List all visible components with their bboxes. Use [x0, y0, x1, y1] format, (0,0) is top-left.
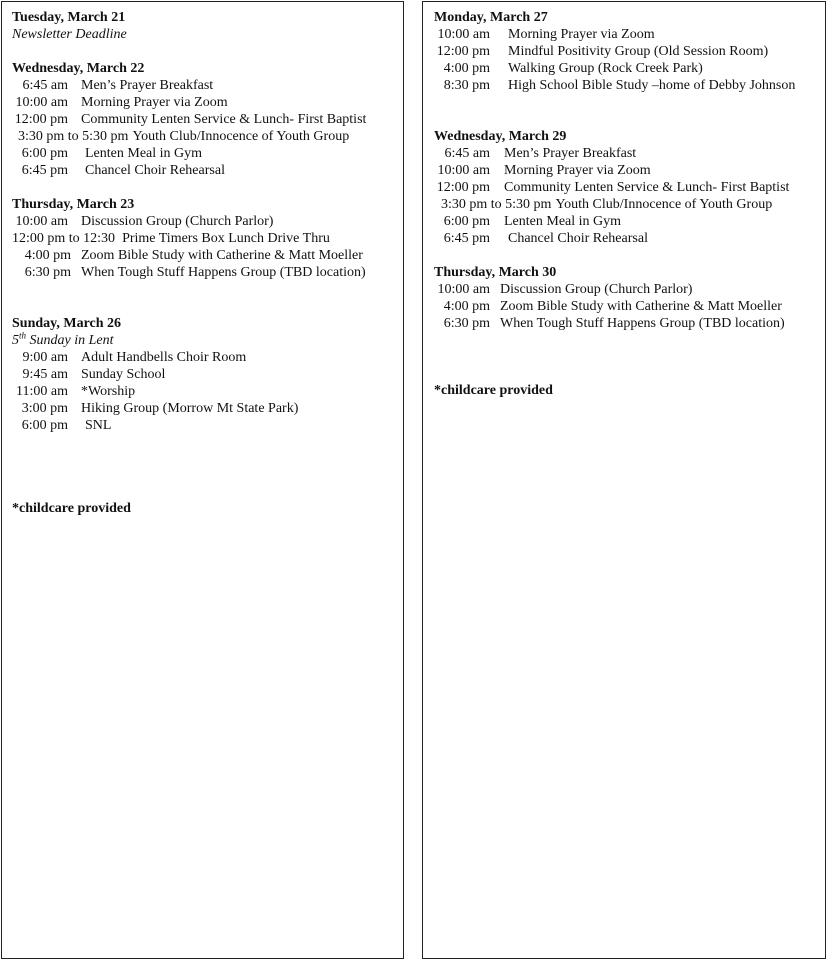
event-description: Morning Prayer via Zoom [508, 27, 655, 42]
event-description: When Tough Stuff Happens Group (TBD location) [500, 316, 785, 331]
event-row [12, 264, 403, 281]
event-time: 11:00 am [16, 384, 68, 399]
event-description: Walking Group (Rock Creek Park) [508, 61, 703, 76]
event-row [434, 43, 825, 60]
event-description: Chancel Choir Rehearsal [85, 163, 225, 178]
event-row [12, 213, 403, 230]
event-description: Morning Prayer via Zoom [504, 163, 651, 178]
event-row [434, 179, 825, 196]
event-time: 3:30 pm to 5:30 pm [18, 129, 129, 144]
event-description: Zoom Bible Study with Catherine & Matt Moeller [500, 299, 782, 314]
event-time: 4:00 pm [443, 299, 490, 314]
event-row [434, 145, 825, 162]
event-row [434, 315, 825, 332]
event-row [12, 383, 403, 400]
event-description: Mindful Positivity Group (Old Session Room) [508, 44, 769, 59]
event-time: 6:30 pm [24, 265, 71, 280]
event-description: Hiking Group (Morrow Mt State Park) [81, 401, 299, 416]
event-row [12, 145, 403, 162]
event-time: 12:00 pm [436, 180, 490, 195]
day-block-monday-march-27 [434, 9, 825, 94]
event-row [12, 77, 403, 94]
childcare-footnote: *childcare provided [12, 501, 131, 516]
event-time: 6:45 am [22, 78, 68, 93]
event-row [434, 298, 825, 315]
event-description: Morning Prayer via Zoom [81, 95, 228, 110]
day-note-ordinal: th [19, 330, 27, 341]
event-time: 4:00 pm [24, 248, 71, 263]
event-row [434, 77, 825, 94]
event-description: High School Bible Study –home of Debby Johnson [508, 78, 796, 93]
event-description: Youth Club/Innocence of Youth Group [132, 129, 350, 144]
childcare-footnote: *childcare provided [434, 383, 553, 398]
right-calendar-column [422, 1, 826, 959]
event-time: 6:45 pm [443, 231, 490, 246]
event-time: 9:45 am [22, 367, 68, 382]
event-time: 6:45 am [444, 146, 490, 161]
day-block-wednesday-march-29 [434, 128, 825, 247]
event-description: Community Lenten Service & Lunch- First Baptist [504, 180, 790, 195]
day-title: Thursday, March 30 [434, 265, 557, 280]
day-note-text: Sunday in Lent [26, 333, 114, 348]
event-row [434, 213, 825, 230]
event-description: Community Lenten Service & Lunch- First Baptist [81, 112, 367, 127]
event-description: Youth Club/Innocence of Youth Group [555, 197, 773, 212]
event-description: *Worship [81, 384, 136, 399]
event-time: 4:00 pm [443, 61, 490, 76]
event-row [12, 111, 403, 128]
event-row [12, 349, 403, 366]
event-time: 6:00 pm [21, 418, 68, 433]
event-time: 10:00 am [15, 95, 68, 110]
event-time: 6:00 pm [21, 146, 68, 161]
event-time: 6:45 pm [21, 163, 68, 178]
event-row [12, 400, 403, 417]
event-description: Men’s Prayer Breakfast [504, 146, 637, 161]
event-row [434, 281, 825, 298]
event-description: Prime Timers Box Lunch Drive Thru [122, 231, 330, 246]
event-row [12, 162, 403, 179]
event-row [434, 230, 825, 247]
day-note: Newsletter Deadline [12, 27, 127, 42]
event-time: 10:00 am [15, 214, 68, 229]
day-note [12, 332, 403, 349]
event-time: 10:00 am [437, 27, 490, 42]
event-time: 8:30 pm [443, 78, 490, 93]
event-description: Zoom Bible Study with Catherine & Matt Moeller [81, 248, 363, 263]
event-row [434, 26, 825, 43]
day-title: Tuesday, March 21 [12, 10, 126, 25]
event-description: Adult Handbells Choir Room [81, 350, 247, 365]
event-description: Discussion Group (Church Parlor) [500, 282, 693, 297]
event-time: 10:00 am [437, 163, 490, 178]
event-description: Chancel Choir Rehearsal [508, 231, 648, 246]
event-row [434, 60, 825, 77]
event-row [12, 366, 403, 383]
event-time: 10:00 am [437, 282, 490, 297]
day-block-wednesday-march-22 [12, 60, 403, 179]
event-row [12, 247, 403, 264]
event-time: 12:00 pm [14, 112, 68, 127]
event-time: 6:00 pm [443, 214, 490, 229]
event-row [12, 128, 403, 145]
event-row [12, 230, 403, 247]
event-description: When Tough Stuff Happens Group (TBD location) [81, 265, 366, 280]
day-note-number: 5 [12, 333, 19, 348]
day-block-tuesday-march-21 [12, 9, 403, 43]
day-title: Sunday, March 26 [12, 316, 122, 331]
event-description: Sunday School [81, 367, 166, 382]
event-description: SNL [85, 418, 112, 433]
event-time: 3:30 pm to 5:30 pm [441, 197, 552, 212]
event-row [434, 162, 825, 179]
day-title: Thursday, March 23 [12, 197, 135, 212]
event-description: Lenten Meal in Gym [85, 146, 203, 161]
day-title: Monday, March 27 [434, 10, 548, 25]
event-row [434, 196, 825, 213]
event-time: 9:00 am [22, 350, 68, 365]
event-row [12, 417, 403, 434]
event-description: Discussion Group (Church Parlor) [81, 214, 274, 229]
day-title: Wednesday, March 22 [12, 61, 145, 76]
event-time: 12:00 pm [436, 44, 490, 59]
day-title: Wednesday, March 29 [434, 129, 567, 144]
day-block-sunday-march-26 [12, 315, 403, 434]
event-time: 3:00 pm [21, 401, 68, 416]
day-block-thursday-march-23 [12, 196, 403, 281]
day-block-thursday-march-30 [434, 264, 825, 332]
event-description: Lenten Meal in Gym [504, 214, 622, 229]
left-calendar-column [1, 1, 404, 959]
event-row [12, 94, 403, 111]
event-description: Men’s Prayer Breakfast [81, 78, 214, 93]
event-time: 12:00 pm to 12:30 [12, 231, 116, 246]
event-time: 6:30 pm [443, 316, 490, 331]
